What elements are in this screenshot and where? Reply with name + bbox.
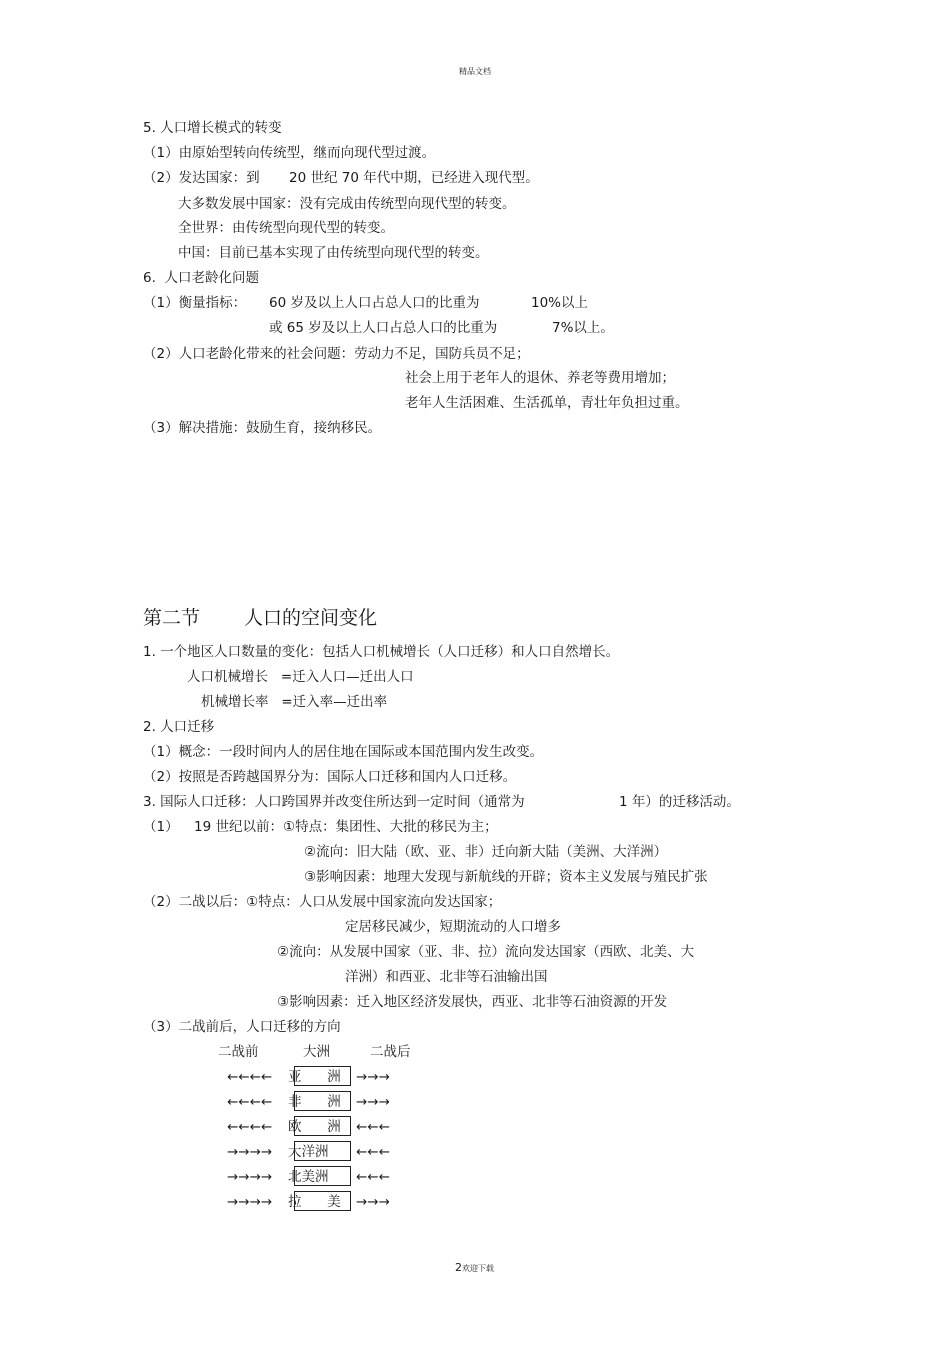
text-line: 10%以上	[531, 295, 589, 311]
diagram-header-before: 二战前	[218, 1044, 259, 1060]
text-line: （1）衡量指标：	[143, 295, 247, 311]
text-line: 大多数发展中国家：没有完成由传统型向现代型的转变。	[178, 196, 516, 212]
arrows-after: ←←←	[356, 1169, 390, 1185]
arrows-before: ←←←←	[227, 1094, 273, 1110]
page-header: 精品文档	[459, 67, 491, 76]
text-line: 1 年）的迁移活动。	[619, 794, 740, 810]
arrows-after: →→→	[356, 1194, 390, 1210]
text-line: ②流向：旧大陆（欧、亚、非）迁向新大陆（美洲、大洋洲）	[304, 844, 668, 860]
continent-label: 大洋洲	[288, 1144, 329, 1160]
text-line: （3）二战前后，人口迁移的方向	[143, 1019, 341, 1035]
heading-growth-mode: 5. 人口增长模式的转变	[143, 120, 282, 136]
continent-label: 北美洲	[288, 1169, 329, 1185]
section-title: 人口的空间变化	[244, 607, 378, 629]
text-line: 老年人生活困难、生活孤单，青壮年负担过重。	[405, 395, 689, 411]
text-line: ③影响因素：地理大发现与新航线的开辟；资本主义发展与殖民扩张	[304, 869, 708, 885]
arrows-after: ←←←	[356, 1144, 390, 1160]
arrows-before: ←←←←	[227, 1119, 273, 1135]
arrows-after: →→→	[356, 1094, 390, 1110]
arrows-after: →→→	[356, 1069, 390, 1085]
diagram-header-after: 二战后	[370, 1044, 411, 1060]
page-number: 2	[455, 1261, 462, 1274]
text-line: （2）二战以后：①特点：人口从发展中国家流向发达国家；	[143, 894, 502, 910]
text-line: 19 世纪以前：①特点：集团性、大批的移民为主；	[194, 819, 498, 835]
page-footer: 欢迎下载	[462, 1264, 494, 1273]
text-line: （1）概念：一段时间内人的居住地在国际或本国范围内发生改变。	[143, 744, 544, 760]
text-line: （2）按照是否跨越国界分为：国际人口迁移和国内人口迁移。	[143, 769, 517, 785]
formula-line: 机械增长率 =迁入率—迁出率	[201, 694, 388, 710]
continent-label: 拉 美	[288, 1194, 341, 1210]
text-line: 60 岁及以上人口占总人口的比重为	[269, 295, 480, 311]
text-line: 1. 一个地区人口数量的变化：包括人口机械增长（人口迁移）和人口自然增长。	[143, 644, 620, 660]
text-line: （1）	[143, 819, 179, 835]
text-line: ②流向：从发展中国家（亚、非、拉）流向发达国家（西欧、北美、大	[277, 944, 695, 960]
text-line: （1）由原始型转向传统型，继而向现代型过渡。	[143, 145, 436, 161]
arrows-after: ←←←	[356, 1119, 390, 1135]
formula-line: 人口机械增长 =迁入人口—迁出人口	[187, 669, 414, 685]
text-line: ③影响因素：迁入地区经济发展快，西亚、北非等石油资源的开发	[277, 994, 668, 1010]
text-line: （2）人口老龄化带来的社会问题：劳动力不足，国防兵员不足；	[143, 346, 530, 362]
arrows-before: →→→→	[227, 1194, 273, 1210]
continent-label: 非 洲	[288, 1094, 341, 1110]
text-line: 洋洲）和西亚、北非等石油输出国	[345, 969, 548, 985]
text-line: 定居移民减少，短期流动的人口增多	[345, 919, 561, 935]
text-line: 全世界：由传统型向现代型的转变。	[178, 220, 394, 236]
heading-intl-migration: 3. 国际人口迁移：人口跨国界并改变住所达到一定时间（通常为	[143, 794, 525, 810]
section-number: 第二节	[143, 607, 201, 629]
heading-migration: 2. 人口迁移	[143, 719, 215, 735]
continent-label: 亚 洲	[288, 1069, 341, 1085]
text-line: 中国：目前已基本实现了由传统型向现代型的转变。	[178, 245, 489, 261]
arrows-before: →→→→	[227, 1144, 273, 1160]
continent-label: 欧 洲	[288, 1119, 341, 1135]
text-line: 社会上用于老年人的退休、养老等费用增加；	[405, 370, 675, 386]
heading-aging: 6. 人口老龄化问题	[143, 270, 259, 286]
arrows-before: →→→→	[227, 1169, 273, 1185]
text-line: （3）解决措施：鼓励生育，接纳移民。	[143, 420, 382, 436]
text-line: （2）发达国家：到	[143, 170, 260, 186]
text-line: 或 65 岁及以上人口占总人口的比重为	[269, 320, 498, 336]
arrows-before: ←←←←	[227, 1069, 273, 1085]
diagram-header-continent: 大洲	[303, 1044, 330, 1060]
text-line: 20 世纪 70 年代中期，已经进入现代型。	[289, 170, 539, 186]
text-line: 7%以上。	[552, 320, 614, 336]
